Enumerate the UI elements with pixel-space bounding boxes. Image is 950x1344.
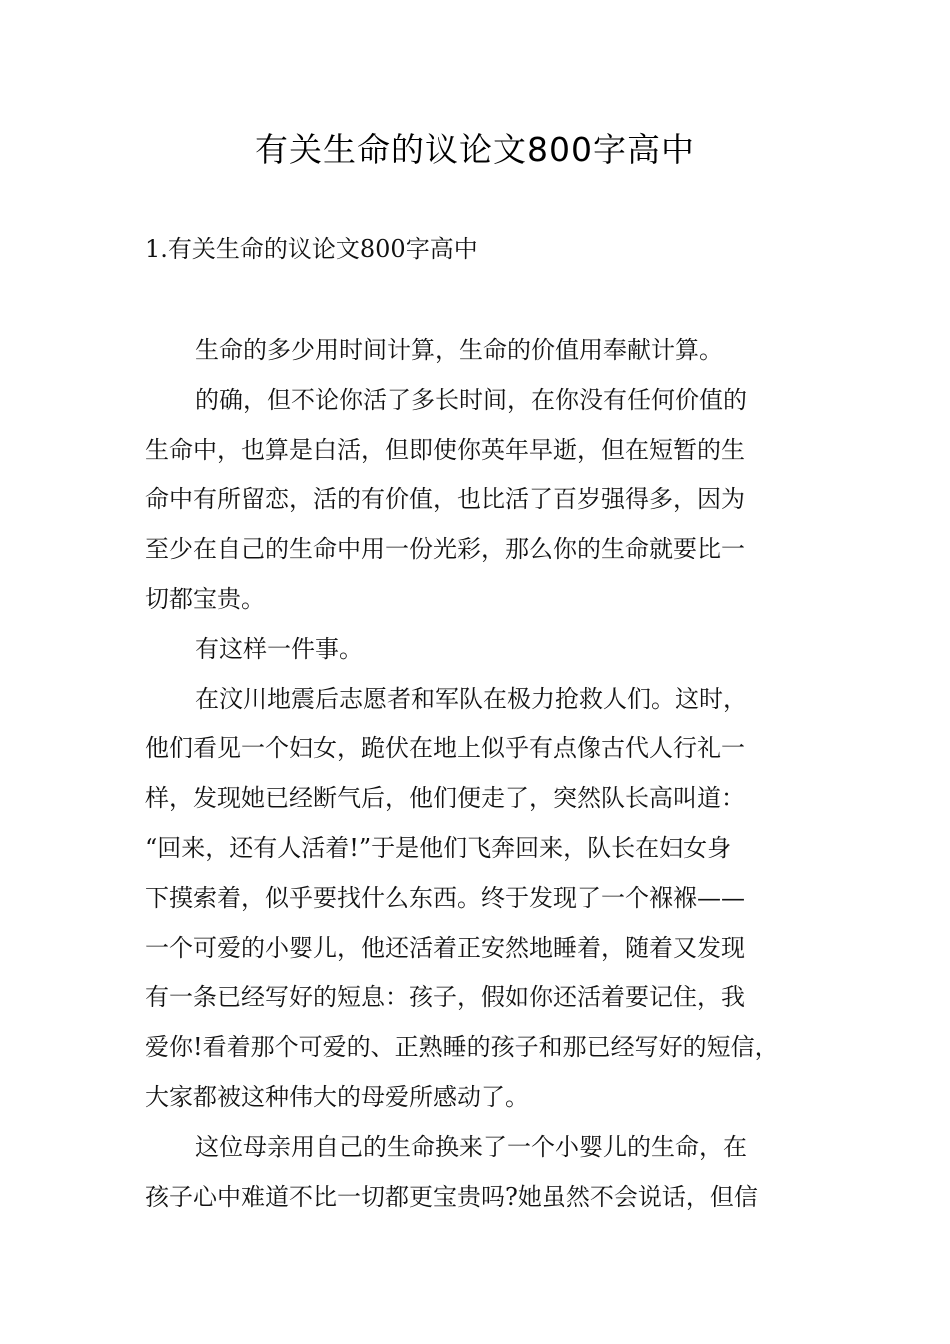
text-line: 有这样一件事。 xyxy=(195,634,363,663)
document-title: 有关生命的议论文800字高中 xyxy=(255,130,695,169)
body-text xyxy=(145,326,825,1222)
text-line: 孩子心中难道不比一切都更宝贵吗?她虽然不会说话，但信 xyxy=(145,1182,758,1211)
text-line: 他们看见一个妇女，跪伏在地上似乎有点像古代人行礼一 xyxy=(145,734,745,763)
text-line: 一个可爱的小婴儿，他还活着正安然地睡着，随着又发现 xyxy=(145,933,745,962)
text-line: 这位母亲用自己的生命换来了一个小婴儿的生命，在 xyxy=(195,1132,747,1161)
text-line: 大家都被这种伟大的母爱所感动了。 xyxy=(145,1082,529,1111)
text-line: 至少在自己的生命中用一份光彩，那么你的生命就要比一 xyxy=(145,535,745,564)
text-line: 生命的多少用时间计算，生命的价值用奉献计算。 xyxy=(195,336,723,364)
section-heading: 1.有关生命的议论文800字高中 xyxy=(145,235,478,263)
text-line: 有一条已经写好的短息：孩子，假如你还活着要记住，我 xyxy=(145,983,745,1012)
text-line: 切都宝贵。 xyxy=(145,584,265,613)
text-line: 在汶川地震后志愿者和军队在极力抢救人们。这时， xyxy=(195,684,747,713)
text-line: 样，发现她已经断气后，他们便走了，突然队长高叫道： xyxy=(145,784,745,813)
text-line: 生命中，也算是白活，但即使你英年早逝，但在短暂的生 xyxy=(145,435,745,464)
text-line: 命中有所留恋，活的有价值，也比活了百岁强得多，因为 xyxy=(145,485,745,514)
text-line: 下摸索着，似乎要找什么东西。终于发现了一个褓褓—— xyxy=(145,883,745,912)
text-line: 的确，但不论你活了多长时间，在你没有任何价值的 xyxy=(195,385,747,414)
text-line: “回来，还有人活着!”于是他们飞奔回来，队长在妇女身 xyxy=(145,833,732,862)
text-line: 爱你!看着那个可爱的、正熟睡的孩子和那已经写好的短信， xyxy=(145,1033,779,1062)
